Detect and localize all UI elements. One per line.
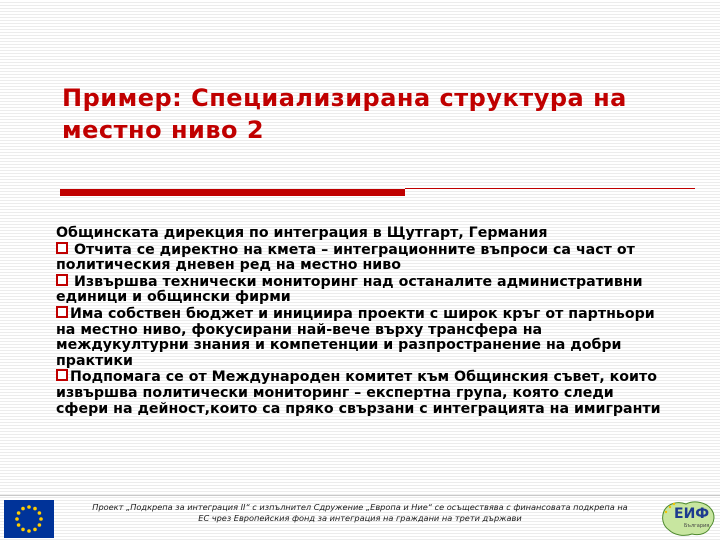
bullet-text: Има собствен бюджет и инициира проекти с широк кръг от партньори на местно ниво, фокусирани най-вече върху трансфера на междукултурни знания и компетенции и разпространение на добри практики (56, 305, 655, 369)
intro-text: Общинската дирекция по интеграция в Щутгарт, Германия (56, 225, 548, 241)
bullet-item (56, 242, 668, 274)
bullet-item (56, 369, 668, 417)
bullet-item (56, 274, 668, 306)
footer-divider (0, 495, 720, 496)
slide-body (56, 226, 668, 417)
title-divider-thick (60, 189, 405, 196)
bullet-item (56, 306, 668, 369)
hollow-square-icon (56, 369, 68, 381)
hollow-square-icon (56, 274, 68, 286)
slide-title: Пример: Специализирана структура на местно ниво 2 (62, 84, 627, 144)
footer-text (64, 502, 656, 524)
eu-flag-icon (4, 500, 54, 538)
logo-text: ЕИФ (674, 506, 710, 522)
logo-subtext: България (684, 523, 710, 529)
bullet-text: Извършва технически мониторинг над останалите административни единици и общински фирми (56, 273, 643, 306)
bullet-text: Отчита се директно на кмета – интеграционните въпроси са част от политическия дневен ред на местно ниво (56, 241, 635, 274)
title-divider-thin (405, 188, 695, 189)
footer-line-1: Проект „Подкрепа за интеграция II“ с изпълнител Сдружение „Европа и Ние“ се осъществява с финансовата подкрепа на (92, 502, 628, 512)
hollow-square-icon (56, 242, 68, 254)
footer-line-2: ЕС чрез Европейския фонд за интеграция на граждани на трети държави (198, 513, 522, 523)
bullet-text: Подпомага се от Международен комитет към Общинския съвет, които извършва политически мониторинг – експертна група, която следи сфери на дейност,които са пряко свързани с интеграцията на имигранти (56, 369, 661, 417)
hollow-square-icon (56, 306, 68, 318)
